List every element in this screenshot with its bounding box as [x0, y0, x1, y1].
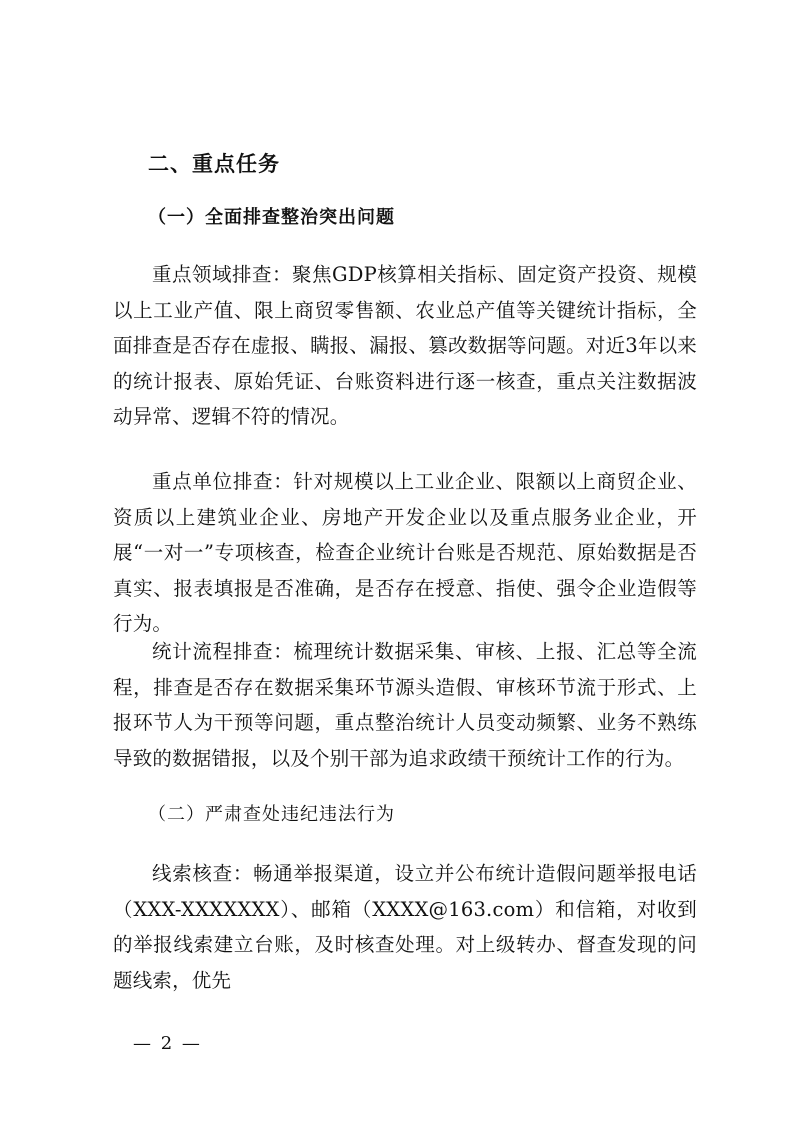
- paragraph-clue-verification: 线索核查：畅通举报渠道，设立并公布统计造假问题举报电话（XXX-XXXXXXX）、邮箱（XXXX@163.com）和信箱，对收到的举报线索建立台账，及时核查处理。对上级转办、督查发现的问题线索，优先: [113, 862, 697, 992]
- subsection-heading-2: （二）严肃查处违纪违法行为: [148, 804, 395, 825]
- paragraph-group-1: [113, 257, 697, 435]
- paragraph-key-areas: 重点领域排查：聚焦GDP核算相关指标、固定资产投资、规模以上工业产值、限上商贸零售额、农业总产值等关键统计指标，全面排查是否存在虚报、瞒报、漏报、篡改数据等问题。对近3年以来的统计报表、原始凭证、台账资料进行逐一核查，重点关注数据波动异常、逻辑不符的情况。: [113, 263, 697, 428]
- paragraph-process-review: 统计流程排查：梳理统计数据采集、审核、上报、汇总等全流程，排查是否存在数据采集环节源头造假、审核环节流于形式、上报环节人为干预等问题，重点整治统计人员变动频繁、业务不熟练导致的数据错报，以及个别干部为追求政绩干预统计工作的行为。: [113, 640, 697, 770]
- subsection-heading-1: （一）全面排查整治突出问题: [148, 207, 395, 228]
- paragraph-key-units: 重点单位排查：针对规模以上工业企业、限额以上商贸企业、资质以上建筑业企业、房地产开发企业以及重点服务业企业，开展“一对一”专项核查，检查企业统计台账是否规范、原始数据是否真实、报表填报是否准确，是否存在授意、指使、强令企业造假等行为。: [113, 470, 697, 635]
- paragraph-group-2: [113, 464, 697, 642]
- section-heading: 二、重点任务: [148, 152, 280, 176]
- paragraph-group-3: [113, 634, 697, 776]
- paragraph-group-4: [113, 856, 697, 998]
- page-number: — 2 —: [133, 1033, 202, 1054]
